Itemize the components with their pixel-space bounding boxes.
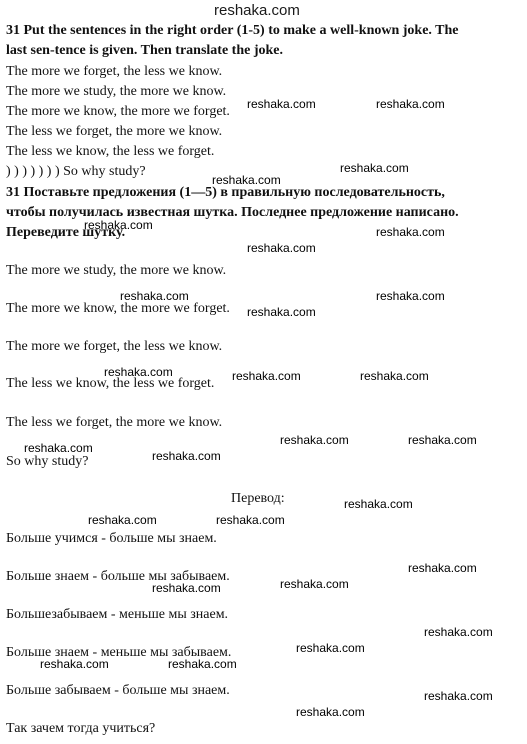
scrambled-sentence-3: The more we know, the more we forget. (6, 104, 230, 119)
watermark: reshaka.com (280, 433, 349, 447)
watermark: reshaka.com (84, 218, 153, 232)
scrambled-sentence-5: The less we know, the less we forget. (6, 144, 215, 159)
task-title-ru-line1: 31 Поставьте предложения (1—5) в правильную последовательность, (6, 185, 445, 200)
watermark: reshaka.com (408, 433, 477, 447)
watermark: reshaka.com (120, 289, 189, 303)
watermark: reshaka.com (88, 513, 157, 527)
scrambled-sentence-4: The less we forget, the more we know. (6, 124, 223, 139)
task-title-en-line2: last sen-tence is given. Then translate the joke. (6, 43, 283, 58)
translation-sentence-6: Так зачем тогда учиться? (6, 721, 156, 736)
translation-sentence-5: Больше забываем - больше мы знаем. (6, 683, 230, 698)
answer-sentence-2: The more we know, the more we forget. (6, 301, 230, 316)
watermark: reshaka.com (152, 449, 221, 463)
answer-sentence-6: So why study? (6, 454, 89, 469)
answer-sentence-1: The more we study, the more we know. (6, 263, 227, 278)
answer-sentence-4: The less we know, the less we forget. (6, 376, 215, 391)
watermark: reshaka.com (376, 225, 445, 239)
task-title-ru-line3: Переведите шутку. (6, 225, 126, 240)
translation-sentence-4: Больше знаем - меньше мы забываем. (6, 645, 232, 660)
watermark: reshaka.com (168, 657, 237, 671)
scrambled-sentence-1: The more we forget, the less we know. (6, 64, 223, 79)
watermark: reshaka.com (280, 577, 349, 591)
watermark: reshaka.com (376, 289, 445, 303)
last-sentence: ) ) ) ) ) ) ) So why study? (6, 164, 146, 179)
watermark: reshaka.com (296, 641, 365, 655)
watermark: reshaka.com (344, 497, 413, 511)
watermark: reshaka.com (247, 305, 316, 319)
watermark: reshaka.com (104, 365, 173, 379)
translation-heading: Перевод: (231, 491, 285, 506)
watermark: reshaka.com (152, 581, 221, 595)
scrambled-sentence-2: The more we study, the more we know. (6, 84, 227, 99)
translation-sentence-3: Большезабываем - меньше мы знаем. (6, 607, 229, 622)
watermark: reshaka.com (360, 369, 429, 383)
watermark: reshaka.com (376, 97, 445, 111)
watermark: reshaka.com (40, 657, 109, 671)
watermark: reshaka.com (340, 161, 409, 175)
watermark: reshaka.com (424, 625, 493, 639)
watermark: reshaka.com (232, 369, 301, 383)
task-title-ru-line2: чтобы получилась известная шутка. Последнее предложение написано. (6, 205, 459, 220)
answer-sentence-5: The less we forget, the more we know. (6, 415, 223, 430)
watermark: reshaka.com (24, 441, 93, 455)
watermark: reshaka.com (212, 173, 281, 187)
watermark: reshaka.com (247, 241, 316, 255)
watermark-top: reshaka.com (214, 2, 300, 19)
watermark: reshaka.com (424, 689, 493, 703)
watermark: reshaka.com (216, 513, 285, 527)
translation-sentence-2: Больше знаем - больше мы забываем. (6, 569, 230, 584)
watermark: reshaka.com (296, 705, 365, 719)
answer-sentence-3: The more we forget, the less we know. (6, 339, 223, 354)
translation-sentence-1: Больше учимся - больше мы знаем. (6, 531, 217, 546)
watermark: reshaka.com (408, 561, 477, 575)
watermark: reshaka.com (247, 97, 316, 111)
task-title-en: 31 Put the sentences in the right order (1-5) to make a well-known joke. The (6, 23, 459, 38)
